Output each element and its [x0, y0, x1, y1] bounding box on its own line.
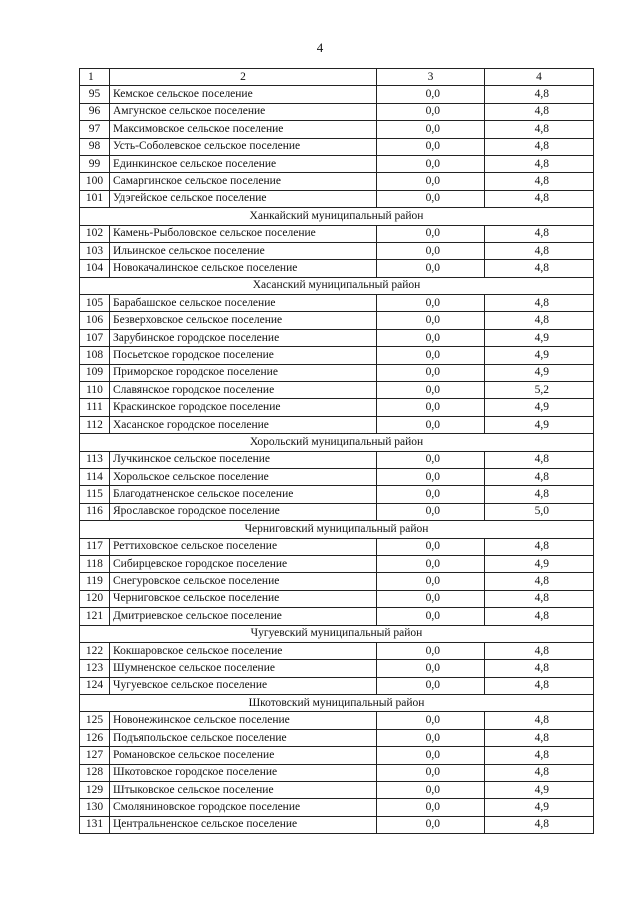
value-column-4: 4,9 — [485, 416, 594, 433]
table-row — [80, 329, 594, 346]
table-row — [80, 486, 594, 503]
settlement-name: Новонежинское сельское поселение — [110, 712, 377, 729]
district-header-row — [80, 434, 594, 451]
row-number: 127 — [80, 747, 110, 764]
settlement-name: Снегуровское сельское поселение — [110, 573, 377, 590]
value-column-4: 4,8 — [485, 155, 594, 172]
value-column-3: 0,0 — [377, 399, 485, 416]
value-column-3: 0,0 — [377, 138, 485, 155]
settlement-name: Чугуевское сельское поселение — [110, 677, 377, 694]
value-column-4: 4,8 — [485, 173, 594, 190]
value-column-4: 4,9 — [485, 329, 594, 346]
row-number: 103 — [80, 242, 110, 259]
column-header-4: 4 — [485, 69, 594, 86]
settlement-name: Лучкинское сельское поселение — [110, 451, 377, 468]
settlement-name: Максимовское сельское поселение — [110, 121, 377, 138]
settlement-name: Подъяпольское сельское поселение — [110, 729, 377, 746]
value-column-4: 4,9 — [485, 799, 594, 816]
district-header-row — [80, 208, 594, 225]
value-column-3: 0,0 — [377, 468, 485, 485]
row-number: 111 — [80, 399, 110, 416]
value-column-4: 4,8 — [485, 138, 594, 155]
table-row — [80, 295, 594, 312]
settlement-name: Реттиховское сельское поселение — [110, 538, 377, 555]
table-row — [80, 382, 594, 399]
district-header-row — [80, 625, 594, 642]
row-number: 105 — [80, 295, 110, 312]
table-row — [80, 816, 594, 833]
value-column-3: 0,0 — [377, 155, 485, 172]
table-row — [80, 451, 594, 468]
settlement-name: Шумненское сельское поселение — [110, 660, 377, 677]
settlement-name: Ильинское сельское поселение — [110, 242, 377, 259]
value-column-3: 0,0 — [377, 642, 485, 659]
settlement-name: Краскинское городское поселение — [110, 399, 377, 416]
district-header-row — [80, 277, 594, 294]
value-column-4: 4,8 — [485, 468, 594, 485]
table-row — [80, 242, 594, 259]
value-column-4: 4,9 — [485, 364, 594, 381]
table-row — [80, 677, 594, 694]
value-column-4: 4,8 — [485, 312, 594, 329]
table-row — [80, 573, 594, 590]
settlement-name: Камень-Рыболовское сельское поселение — [110, 225, 377, 242]
row-number: 97 — [80, 121, 110, 138]
settlement-name: Посьетское городское поселение — [110, 347, 377, 364]
row-number: 118 — [80, 555, 110, 572]
row-number: 120 — [80, 590, 110, 607]
table-row — [80, 260, 594, 277]
settlement-name: Амгунское сельское поселение — [110, 103, 377, 120]
settlement-name: Черниговское сельское поселение — [110, 590, 377, 607]
value-column-3: 0,0 — [377, 660, 485, 677]
value-column-3: 0,0 — [377, 260, 485, 277]
settlement-name: Приморское городское поселение — [110, 364, 377, 381]
table-row — [80, 416, 594, 433]
table-row — [80, 712, 594, 729]
value-column-4: 4,8 — [485, 747, 594, 764]
value-column-3: 0,0 — [377, 747, 485, 764]
settlement-name: Ярославское городское поселение — [110, 503, 377, 520]
table-row — [80, 503, 594, 520]
settlement-name: Удэгейское сельское поселение — [110, 190, 377, 207]
row-number: 121 — [80, 608, 110, 625]
value-column-4: 4,8 — [485, 660, 594, 677]
settlement-name: Хорольское сельское поселение — [110, 468, 377, 485]
settlement-name: Благодатненское сельское поселение — [110, 486, 377, 503]
table-row — [80, 608, 594, 625]
value-column-4: 4,8 — [485, 712, 594, 729]
row-number: 98 — [80, 138, 110, 155]
value-column-3: 0,0 — [377, 86, 485, 103]
value-column-3: 0,0 — [377, 347, 485, 364]
value-column-4: 4,8 — [485, 190, 594, 207]
settlement-name: Славянское городское поселение — [110, 382, 377, 399]
table-header-row — [80, 69, 594, 86]
table-row — [80, 642, 594, 659]
value-column-4: 5,0 — [485, 503, 594, 520]
table-row — [80, 399, 594, 416]
value-column-4: 4,8 — [485, 225, 594, 242]
row-number: 110 — [80, 382, 110, 399]
table-row — [80, 86, 594, 103]
value-column-4: 4,8 — [485, 573, 594, 590]
table-row — [80, 312, 594, 329]
value-column-3: 0,0 — [377, 782, 485, 799]
row-number: 126 — [80, 729, 110, 746]
row-number: 124 — [80, 677, 110, 694]
value-column-3: 0,0 — [377, 555, 485, 572]
table-body — [80, 69, 594, 834]
table-row — [80, 190, 594, 207]
district-name: Шкотовский муниципальный район — [80, 695, 594, 712]
value-column-3: 0,0 — [377, 451, 485, 468]
settlement-name: Новокачалинское сельское поселение — [110, 260, 377, 277]
table-row — [80, 468, 594, 485]
row-number: 112 — [80, 416, 110, 433]
value-column-4: 4,8 — [485, 729, 594, 746]
row-number: 117 — [80, 538, 110, 555]
row-number: 109 — [80, 364, 110, 381]
table-row — [80, 538, 594, 555]
value-column-4: 4,8 — [485, 677, 594, 694]
table-row — [80, 782, 594, 799]
value-column-3: 0,0 — [377, 329, 485, 346]
value-column-4: 4,8 — [485, 486, 594, 503]
value-column-4: 4,8 — [485, 103, 594, 120]
district-name: Хорольский муниципальный район — [80, 434, 594, 451]
value-column-3: 0,0 — [377, 486, 485, 503]
value-column-4: 4,9 — [485, 555, 594, 572]
value-column-3: 0,0 — [377, 173, 485, 190]
district-header-row — [80, 521, 594, 538]
value-column-4: 4,9 — [485, 347, 594, 364]
row-number: 116 — [80, 503, 110, 520]
settlement-name: Смоляниновское городское поселение — [110, 799, 377, 816]
settlement-name: Самаргинское сельское поселение — [110, 173, 377, 190]
settlement-name: Барабашское сельское поселение — [110, 295, 377, 312]
row-number: 115 — [80, 486, 110, 503]
value-column-3: 0,0 — [377, 712, 485, 729]
row-number: 106 — [80, 312, 110, 329]
table-row — [80, 747, 594, 764]
row-number: 119 — [80, 573, 110, 590]
settlement-name: Центральненское сельское поселение — [110, 816, 377, 833]
value-column-3: 0,0 — [377, 799, 485, 816]
value-column-4: 4,8 — [485, 642, 594, 659]
row-number: 129 — [80, 782, 110, 799]
table-row — [80, 225, 594, 242]
settlement-name: Романовское сельское поселение — [110, 747, 377, 764]
district-name: Чугуевский муниципальный район — [80, 625, 594, 642]
row-number: 99 — [80, 155, 110, 172]
row-number: 123 — [80, 660, 110, 677]
settlement-name: Кемское сельское поселение — [110, 86, 377, 103]
row-number: 101 — [80, 190, 110, 207]
value-column-3: 0,0 — [377, 573, 485, 590]
district-name: Хасанский муниципальный район — [80, 277, 594, 294]
settlement-name: Зарубинское городское поселение — [110, 329, 377, 346]
value-column-4: 4,8 — [485, 816, 594, 833]
settlement-name: Шкотовское городское поселение — [110, 764, 377, 781]
row-number: 114 — [80, 468, 110, 485]
value-column-4: 4,8 — [485, 590, 594, 607]
settlements-table — [79, 68, 594, 834]
value-column-3: 0,0 — [377, 103, 485, 120]
table-row — [80, 347, 594, 364]
table-row — [80, 660, 594, 677]
value-column-4: 4,8 — [485, 86, 594, 103]
value-column-3: 0,0 — [377, 816, 485, 833]
table-row — [80, 173, 594, 190]
table-row — [80, 138, 594, 155]
row-number: 95 — [80, 86, 110, 103]
row-number: 104 — [80, 260, 110, 277]
row-number: 100 — [80, 173, 110, 190]
value-column-3: 0,0 — [377, 416, 485, 433]
table-row — [80, 764, 594, 781]
district-header-row — [80, 695, 594, 712]
table-row — [80, 555, 594, 572]
value-column-4: 4,8 — [485, 764, 594, 781]
value-column-3: 0,0 — [377, 608, 485, 625]
value-column-3: 0,0 — [377, 121, 485, 138]
row-number: 125 — [80, 712, 110, 729]
table-row — [80, 729, 594, 746]
row-number: 96 — [80, 103, 110, 120]
value-column-4: 4,9 — [485, 782, 594, 799]
table-row — [80, 121, 594, 138]
value-column-4: 4,8 — [485, 242, 594, 259]
settlement-name: Единкинское сельское поселение — [110, 155, 377, 172]
value-column-3: 0,0 — [377, 295, 485, 312]
value-column-3: 0,0 — [377, 225, 485, 242]
settlement-name: Кокшаровское сельское поселение — [110, 642, 377, 659]
district-name: Черниговский муниципальный район — [80, 521, 594, 538]
value-column-3: 0,0 — [377, 764, 485, 781]
district-name: Ханкайский муниципальный район — [80, 208, 594, 225]
value-column-3: 0,0 — [377, 190, 485, 207]
row-number: 102 — [80, 225, 110, 242]
table-row — [80, 103, 594, 120]
value-column-4: 4,8 — [485, 295, 594, 312]
value-column-3: 0,0 — [377, 677, 485, 694]
value-column-4: 4,8 — [485, 538, 594, 555]
page-number: 4 — [316, 40, 324, 55]
settlement-name: Усть-Соболевское сельское поселение — [110, 138, 377, 155]
table-row — [80, 799, 594, 816]
value-column-3: 0,0 — [377, 590, 485, 607]
value-column-3: 0,0 — [377, 538, 485, 555]
table-row — [80, 364, 594, 381]
row-number: 108 — [80, 347, 110, 364]
row-number: 131 — [80, 816, 110, 833]
table-row — [80, 155, 594, 172]
value-column-4: 4,8 — [485, 121, 594, 138]
value-column-4: 4,8 — [485, 260, 594, 277]
table-row — [80, 590, 594, 607]
value-column-3: 0,0 — [377, 729, 485, 746]
value-column-4: 4,8 — [485, 608, 594, 625]
value-column-3: 0,0 — [377, 242, 485, 259]
settlement-name: Дмитриевское сельское поселение — [110, 608, 377, 625]
value-column-4: 4,9 — [485, 399, 594, 416]
value-column-3: 0,0 — [377, 382, 485, 399]
row-number: 122 — [80, 642, 110, 659]
column-header-2: 2 — [110, 69, 377, 86]
settlement-name: Сибирцевское городское поселение — [110, 555, 377, 572]
settlement-name: Хасанское городское поселение — [110, 416, 377, 433]
settlement-name: Безверховское сельское поселение — [110, 312, 377, 329]
value-column-4: 5,2 — [485, 382, 594, 399]
settlement-name: Штыковское сельское поселение — [110, 782, 377, 799]
value-column-4: 4,8 — [485, 451, 594, 468]
row-number: 107 — [80, 329, 110, 346]
value-column-3: 0,0 — [377, 503, 485, 520]
column-header-1: 1 — [80, 69, 110, 86]
row-number: 113 — [80, 451, 110, 468]
value-column-3: 0,0 — [377, 364, 485, 381]
row-number: 128 — [80, 764, 110, 781]
row-number: 130 — [80, 799, 110, 816]
column-header-3: 3 — [377, 69, 485, 86]
value-column-3: 0,0 — [377, 312, 485, 329]
